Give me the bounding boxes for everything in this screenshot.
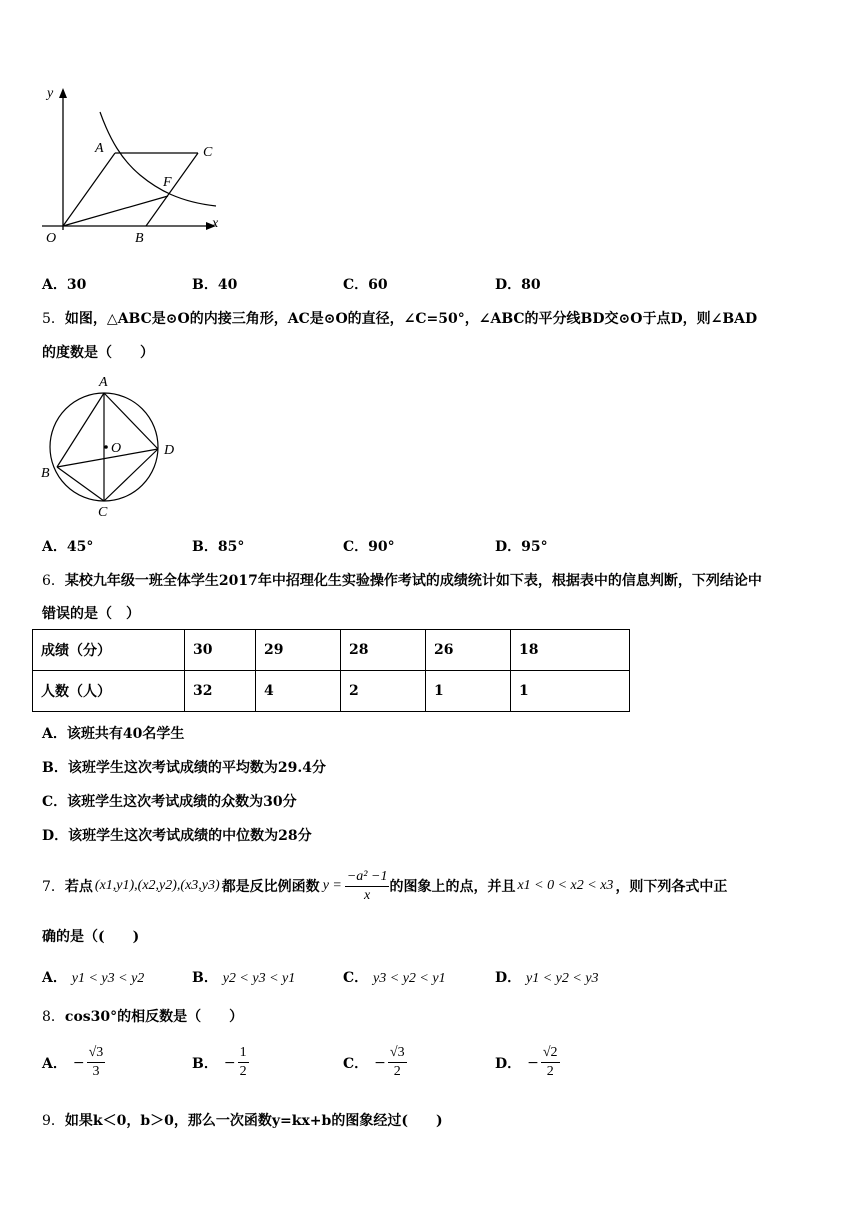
q8-number: 8． xyxy=(42,1009,65,1025)
label-a: A xyxy=(95,141,104,156)
q7-option-a xyxy=(42,967,144,987)
segment-of xyxy=(63,196,168,226)
q6-text-line2: 错误的是（ ） xyxy=(42,606,140,622)
q6-option-a: A．该班共有40名学生 xyxy=(42,726,185,742)
q6-score-table xyxy=(32,629,630,712)
q5-option-a: A．45° xyxy=(42,539,94,555)
segment-cb xyxy=(146,153,198,226)
q8-option-a-den: 3 xyxy=(92,1064,100,1079)
q7-points: (x1,y1),(x2,y2),(x3,y3) xyxy=(94,878,220,893)
q6-option-d: D．该班学生这次考试成绩的中位数为28分 xyxy=(42,828,312,844)
label-c: C xyxy=(203,145,213,160)
q8-option-a-label: A． xyxy=(42,1055,67,1072)
segment-oa xyxy=(63,153,115,226)
q7-option-a-value: y1 < y3 < y2 xyxy=(71,971,145,986)
q7-line2: 确的是（( ) xyxy=(42,929,140,945)
label-y: y xyxy=(47,86,54,101)
q9-line xyxy=(42,1110,443,1130)
q8-option-a-sign: − xyxy=(72,1054,85,1071)
q6-option-c: C．该班学生这次考试成绩的众数为30分 xyxy=(42,794,297,810)
q6-number: 6． xyxy=(42,573,65,589)
label-c: C xyxy=(98,505,108,520)
q5-text-line1: 如图，△ABC是⊙O的内接三角形，AC是⊙O的直径，∠C=50°，∠ABC的平分线BD交⊙O于点D，则∠BAD xyxy=(64,311,758,327)
hyperbola-curve xyxy=(100,112,216,206)
q5-option-c: C．90° xyxy=(343,539,395,555)
q5-line1 xyxy=(42,308,757,328)
q5-circle-figure xyxy=(36,370,186,520)
label-d: D xyxy=(164,443,175,458)
q8-option-d-sign: − xyxy=(527,1054,539,1071)
q8-option-c-fraction xyxy=(388,1044,407,1081)
q4-option-c: C．60 xyxy=(343,277,388,293)
table-row xyxy=(33,630,630,671)
q7-number: 7． xyxy=(42,879,65,895)
q8-option-b xyxy=(192,1044,249,1081)
label-b: B xyxy=(135,231,144,246)
q9-number: 9． xyxy=(42,1113,65,1129)
q7-function-fraction xyxy=(345,868,390,905)
table-cell: 2 xyxy=(341,671,426,712)
q7-option-b-label: B． xyxy=(192,970,218,986)
q7-line1 xyxy=(42,864,727,908)
q8-option-d-den: 2 xyxy=(546,1064,554,1079)
q8-option-a-fraction xyxy=(87,1044,106,1081)
q8-option-c xyxy=(343,1044,407,1081)
table-cell: 29 xyxy=(256,630,341,671)
q4-figure xyxy=(30,80,230,250)
q8-option-b-label: B． xyxy=(192,1055,218,1072)
q8-option-b-sign: − xyxy=(223,1054,236,1071)
q8-option-d-num: √2 xyxy=(541,1044,560,1063)
q7-option-d xyxy=(495,967,599,987)
q5-number: 5． xyxy=(42,311,65,327)
label-b: B xyxy=(41,466,50,481)
q5-option-d: D．95° xyxy=(495,539,548,555)
q7-func-denominator: x xyxy=(364,887,371,903)
q7-option-b-value: y2 < y3 < y1 xyxy=(222,971,296,986)
q8-option-d-label: D． xyxy=(495,1055,522,1072)
q8-line xyxy=(42,1006,243,1026)
q8-option-c-num: √3 xyxy=(388,1044,407,1063)
q7-option-a-label: A． xyxy=(42,970,67,986)
table-row xyxy=(33,671,630,712)
q7-option-d-value: y1 < y2 < y3 xyxy=(526,971,599,986)
q8-option-a-num: √3 xyxy=(87,1044,106,1063)
q7-mid: 都是反比例函数 xyxy=(221,879,320,895)
table-cell: 32 xyxy=(185,671,256,712)
q5-option-b: B．85° xyxy=(192,539,245,555)
q8-option-c-sign: − xyxy=(374,1054,386,1071)
label-a: A xyxy=(99,375,108,390)
q8-option-c-den: 2 xyxy=(393,1064,401,1079)
y-axis-arrow-icon xyxy=(59,88,67,98)
q7-prefix: 若点 xyxy=(64,879,93,895)
q8-option-d-fraction xyxy=(541,1044,560,1081)
q5-text-line2: 的度数是（ ） xyxy=(42,345,154,361)
q8-text: cos30°的相反数是（ ） xyxy=(64,1009,244,1025)
q8-option-d xyxy=(495,1044,560,1081)
label-f: F xyxy=(163,175,172,190)
q4-option-b: B．40 xyxy=(192,277,238,293)
q6-option-b: B．该班学生这次考试成绩的平均数为29.4分 xyxy=(42,760,326,776)
q9-text: 如果k＜0，b＞0，那么一次函数y=kx+b的图象经过( ) xyxy=(64,1113,443,1129)
q8-option-b-fraction xyxy=(238,1044,249,1081)
table-cell: 1 xyxy=(511,671,630,712)
label-x: x xyxy=(212,216,219,231)
q8-option-b-den: 2 xyxy=(239,1064,247,1079)
q8-option-a xyxy=(42,1044,105,1081)
table-cell: 成绩（分） xyxy=(33,630,185,671)
label-o: O xyxy=(111,441,122,456)
center-dot xyxy=(104,445,108,449)
q4-option-a: A．30 xyxy=(42,277,87,293)
q8-option-c-label: C． xyxy=(343,1055,369,1072)
table-cell: 28 xyxy=(341,630,426,671)
q6-line1 xyxy=(42,570,762,590)
q4-option-d: D．80 xyxy=(495,277,541,293)
q7-option-d-label: D． xyxy=(495,970,522,986)
segment-ab xyxy=(57,393,104,467)
table-cell: 30 xyxy=(185,630,256,671)
label-o: O xyxy=(46,231,57,246)
q6-text-line1: 某校九年级一班全体学生2017年中招理化生实验操作考试的成绩统计如下表，根据表中的信息判断，下列结论中 xyxy=(64,573,762,589)
table-cell: 1 xyxy=(426,671,511,712)
table-cell: 18 xyxy=(511,630,630,671)
q7-condition: x1 < 0 < x2 < x3 xyxy=(517,878,614,893)
q8-option-b-num: 1 xyxy=(238,1044,249,1063)
q7-func-lhs: y = xyxy=(322,878,342,893)
q7-option-c-value: y3 < y2 < y1 xyxy=(373,971,446,986)
q7-suffix: ，则下列各式中正 xyxy=(615,879,728,895)
q7-func-numerator: −a² −1 xyxy=(345,868,390,887)
q7-mid2: 的图象上的点，并且 xyxy=(389,879,516,895)
q7-option-c xyxy=(343,967,446,987)
q7-option-c-label: C． xyxy=(343,970,369,986)
table-cell: 4 xyxy=(256,671,341,712)
table-cell: 人数（人） xyxy=(33,671,185,712)
q7-option-b xyxy=(192,967,295,987)
table-cell: 26 xyxy=(426,630,511,671)
